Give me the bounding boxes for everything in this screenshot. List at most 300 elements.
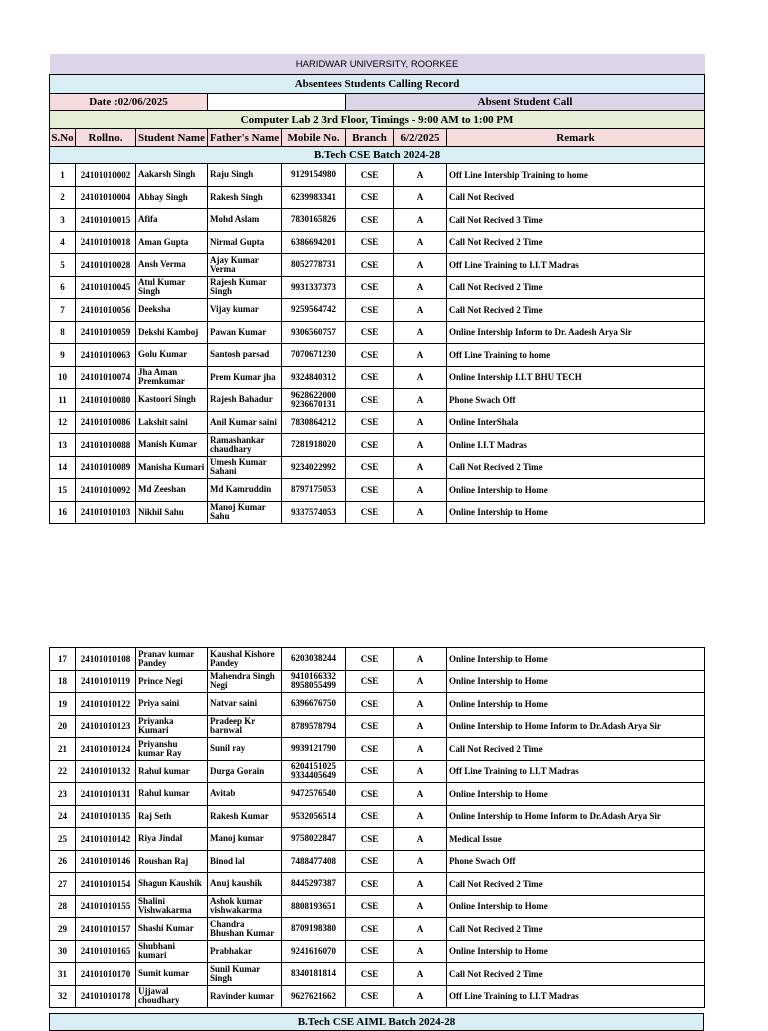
header-remark: Remark [447, 129, 705, 147]
table-row [50, 209, 705, 232]
branch-cell: CSE [346, 805, 394, 828]
mobile-cell: 9758022847 [282, 828, 346, 851]
mobile-cell: 9241616070 [282, 940, 346, 963]
mobile-cell: 9532056514 [282, 805, 346, 828]
mobile-cell: 9129154980 [282, 164, 346, 187]
rollno-cell: 24101010122 [76, 693, 136, 716]
sno-cell: 5 [50, 254, 76, 277]
student-name-cell: Deeksha [136, 299, 208, 322]
status-cell: A [394, 456, 447, 479]
branch-cell: CSE [346, 715, 394, 738]
rollno-cell: 24101010119 [76, 670, 136, 693]
remark-cell: Online Intership to Home [447, 501, 705, 524]
mobile-cell: 9931337373 [282, 276, 346, 299]
rollno-cell: 24101010142 [76, 828, 136, 851]
sno-cell: 22 [50, 760, 76, 783]
table-row [50, 648, 705, 671]
mobile-cell: 8340181814 [282, 963, 346, 986]
remark-cell: Off Line Training to I.I.T Madras [447, 760, 705, 783]
remark-cell: Call Not Recived 2 Time [447, 299, 705, 322]
status-cell: A [394, 738, 447, 761]
student-name-cell: Priya saini [136, 693, 208, 716]
branch-cell: CSE [346, 783, 394, 806]
remark-cell: Off Line Training to I.I.T Madras [447, 985, 705, 1008]
father-name-cell: Anil Kumar saini [208, 411, 282, 434]
sno-cell: 3 [50, 209, 76, 232]
status-cell: A [394, 479, 447, 502]
remark-cell: Call Not Recived 3 Time [447, 209, 705, 232]
rollno-cell: 24101010089 [76, 456, 136, 479]
remark-cell: Online Intership to Home [447, 895, 705, 918]
student-name-cell: Afifa [136, 209, 208, 232]
remark-cell: Call Not Recived 2 Time [447, 738, 705, 761]
mobile-cell: 8789578794 [282, 715, 346, 738]
sno-cell: 10 [50, 366, 76, 389]
branch-cell: CSE [346, 254, 394, 277]
father-name-cell: Ramashankar chaudhary [208, 434, 282, 457]
sno-cell: 26 [50, 850, 76, 873]
table-row [50, 164, 705, 187]
rollno-cell: 24101010108 [76, 648, 136, 671]
mobile-cell: 6239983341 [282, 186, 346, 209]
branch-cell: CSE [346, 186, 394, 209]
table-row [50, 231, 705, 254]
table-row [50, 411, 705, 434]
student-name-cell: Aakarsh Singh [136, 164, 208, 187]
father-name-cell: Rajesh Kumar Singh [208, 276, 282, 299]
rollno-cell: 24101010059 [76, 321, 136, 344]
status-cell: A [394, 648, 447, 671]
father-name-cell: Mohd Aslam [208, 209, 282, 232]
rollno-cell: 24101010088 [76, 434, 136, 457]
student-name-cell: Roushan Raj [136, 850, 208, 873]
student-name-cell: Rahul kumar [136, 760, 208, 783]
branch-cell: CSE [346, 456, 394, 479]
rollno-cell: 24101010018 [76, 231, 136, 254]
sno-cell: 6 [50, 276, 76, 299]
rollno-cell: 24101010131 [76, 783, 136, 806]
student-name-cell: Md Zeeshan [136, 479, 208, 502]
branch-cell: CSE [346, 231, 394, 254]
header-branch: Branch [346, 129, 394, 147]
sno-cell: 15 [50, 479, 76, 502]
status-cell: A [394, 321, 447, 344]
column-headers [50, 129, 705, 147]
branch-cell: CSE [346, 366, 394, 389]
table-row [50, 276, 705, 299]
mobile-cell: 6204151025 9334405649 [282, 760, 346, 783]
father-name-cell: Prem Kumar jha [208, 366, 282, 389]
branch-cell: CSE [346, 389, 394, 412]
student-name-cell: Nikhil Sahu [136, 501, 208, 524]
father-name-cell: Durga Gorain [208, 760, 282, 783]
father-name-cell: Chandra Bhushan Kumar [208, 918, 282, 941]
student-name-cell: Priyanka Kumari [136, 715, 208, 738]
sno-cell: 9 [50, 344, 76, 367]
sno-cell: 30 [50, 940, 76, 963]
branch-cell: CSE [346, 850, 394, 873]
status-cell: A [394, 693, 447, 716]
remark-cell: Online Intership to Home [447, 479, 705, 502]
mobile-cell: 9324840312 [282, 366, 346, 389]
status-cell: A [394, 828, 447, 851]
sno-cell: 1 [50, 164, 76, 187]
table-row [50, 828, 705, 851]
remark-cell: Call Not Recived 2 Time [447, 873, 705, 896]
student-name-cell: Sumit kumar [136, 963, 208, 986]
remark-cell: Online Intership to Home [447, 693, 705, 716]
table-row [50, 985, 705, 1008]
status-cell: A [394, 873, 447, 896]
father-name-cell: Ashok kumar vishwakarma [208, 895, 282, 918]
student-name-cell: Dekshi Kamboj [136, 321, 208, 344]
mobile-cell: 8709198380 [282, 918, 346, 941]
branch-cell: CSE [346, 501, 394, 524]
table-row [50, 434, 705, 457]
remark-cell: Online Intership to Home Inform to Dr.Adash Arya Sir [447, 805, 705, 828]
father-name-cell: Kaushal Kishore Pandey [208, 648, 282, 671]
student-name-cell: Ansh Verma [136, 254, 208, 277]
table-row [50, 321, 705, 344]
sno-cell: 19 [50, 693, 76, 716]
status-cell: A [394, 963, 447, 986]
branch-cell: CSE [346, 434, 394, 457]
table-row [50, 344, 705, 367]
branch-cell: CSE [346, 344, 394, 367]
status-cell: A [394, 209, 447, 232]
student-name-cell: Raj Seth [136, 805, 208, 828]
status-cell: A [394, 918, 447, 941]
table-row [50, 873, 705, 896]
mobile-cell: 8797175053 [282, 479, 346, 502]
student-name-cell: Atul Kumar Singh [136, 276, 208, 299]
mobile-cell: 9259564742 [282, 299, 346, 322]
father-name-cell: Rakesh Kumar [208, 805, 282, 828]
table-row [50, 186, 705, 209]
student-name-cell: Pranav kumar Pandey [136, 648, 208, 671]
mobile-cell: 9472576540 [282, 783, 346, 806]
remark-cell: Call Not Recived [447, 186, 705, 209]
status-cell: A [394, 254, 447, 277]
rollno-cell: 24101010028 [76, 254, 136, 277]
branch-cell: CSE [346, 985, 394, 1008]
student-name-cell: Priyanshu kumar Ray [136, 738, 208, 761]
branch-cell: CSE [346, 940, 394, 963]
branch-cell: CSE [346, 760, 394, 783]
father-name-cell: Sunil ray [208, 738, 282, 761]
mobile-cell: 9234022992 [282, 456, 346, 479]
sno-cell: 18 [50, 670, 76, 693]
student-name-cell: Rahul kumar [136, 783, 208, 806]
table-row [50, 940, 705, 963]
sno-cell: 24 [50, 805, 76, 828]
student-name-cell: Jha Aman Premkumar [136, 366, 208, 389]
header-sno: S.No [50, 129, 76, 147]
branch-cell: CSE [346, 918, 394, 941]
mobile-cell: 6203038244 [282, 648, 346, 671]
lab-info: Computer Lab 2 3rd Floor, Timings - 9:00 AM to 1:00 PM [50, 111, 705, 129]
father-name-cell: Rajesh Bahadur [208, 389, 282, 412]
table-row [50, 693, 705, 716]
sno-cell: 16 [50, 501, 76, 524]
sno-cell: 12 [50, 411, 76, 434]
sno-cell: 2 [50, 186, 76, 209]
student-name-cell: Kastoori Singh [136, 389, 208, 412]
rollno-cell: 24101010103 [76, 501, 136, 524]
mobile-cell: 7281918020 [282, 434, 346, 457]
student-name-cell: Shubhani kumari [136, 940, 208, 963]
remark-cell: Online InterShala [447, 411, 705, 434]
branch-cell: CSE [346, 321, 394, 344]
sno-cell: 8 [50, 321, 76, 344]
remark-cell: Online Intership to Home [447, 670, 705, 693]
status-cell: A [394, 411, 447, 434]
sno-cell: 21 [50, 738, 76, 761]
sno-cell: 23 [50, 783, 76, 806]
mobile-cell: 6396676750 [282, 693, 346, 716]
remark-cell: Medical Issue [447, 828, 705, 851]
sno-cell: 20 [50, 715, 76, 738]
batch-title: B.Tech CSE Batch 2024-28 [50, 147, 705, 164]
mobile-cell: 8808193651 [282, 895, 346, 918]
remark-cell: Off Line Intership Training to home [447, 164, 705, 187]
status-cell: A [394, 895, 447, 918]
rollno-cell: 24101010063 [76, 344, 136, 367]
branch-cell: CSE [346, 738, 394, 761]
rollno-cell: 24101010154 [76, 873, 136, 896]
sno-cell: 32 [50, 985, 76, 1008]
rollno-cell: 24101010155 [76, 895, 136, 918]
father-name-cell: Binod lal [208, 850, 282, 873]
remark-cell: Call Not Recived 2 Time [447, 963, 705, 986]
table-row [50, 254, 705, 277]
branch-cell: CSE [346, 479, 394, 502]
father-name-cell: Nirmal Gupta [208, 231, 282, 254]
rollno-cell: 24101010045 [76, 276, 136, 299]
attendance-table-page-2 [49, 647, 705, 1008]
remark-cell: Call Not Recived 2 Time [447, 276, 705, 299]
date-label: Date :02/06/2025 [50, 94, 208, 111]
mobile-cell: 9627621662 [282, 985, 346, 1008]
sno-cell: 7 [50, 299, 76, 322]
father-name-cell: Mahendra Singh Negi [208, 670, 282, 693]
remark-cell: Online I.I.T Madras [447, 434, 705, 457]
father-name-cell: Prabhakar [208, 940, 282, 963]
sno-cell: 17 [50, 648, 76, 671]
status-cell: A [394, 760, 447, 783]
remark-cell: Call Not Recived 2 Time [447, 456, 705, 479]
status-cell: A [394, 501, 447, 524]
table-row [50, 715, 705, 738]
table-row [50, 895, 705, 918]
next-batch-title: B.Tech CSE AIML Batch 2024-28 [49, 1013, 704, 1031]
table-row [50, 783, 705, 806]
student-name-cell: Prince Negi [136, 670, 208, 693]
branch-cell: CSE [346, 693, 394, 716]
header-father-name: Father's Name [208, 129, 282, 147]
table-row [50, 389, 705, 412]
status-cell: A [394, 186, 447, 209]
sno-cell: 31 [50, 963, 76, 986]
father-name-cell: Pawan Kumar [208, 321, 282, 344]
mobile-cell: 7070671230 [282, 344, 346, 367]
rollno-cell: 24101010165 [76, 940, 136, 963]
father-name-cell: Natvar saini [208, 693, 282, 716]
status-cell: A [394, 715, 447, 738]
header-mobile: Mobile No. [282, 129, 346, 147]
remark-cell: Online Intership I.I.T BHU TECH [447, 366, 705, 389]
student-name-cell: Abhay Singh [136, 186, 208, 209]
sno-cell: 27 [50, 873, 76, 896]
rollno-cell: 24101010004 [76, 186, 136, 209]
sno-cell: 25 [50, 828, 76, 851]
status-cell: A [394, 164, 447, 187]
father-name-cell: Md Kamruddin [208, 479, 282, 502]
record-title: Absentees Students Calling Record [50, 75, 705, 94]
father-name-cell: Anuj kaushik [208, 873, 282, 896]
table-row [50, 850, 705, 873]
sno-cell: 11 [50, 389, 76, 412]
student-name-cell: Manisha Kumari [136, 456, 208, 479]
student-name-cell: Golu Kumar [136, 344, 208, 367]
remark-cell: Phone Swach Off [447, 850, 705, 873]
father-name-cell: Umesh Kumar Sahani [208, 456, 282, 479]
mobile-cell: 9939121790 [282, 738, 346, 761]
branch-cell: CSE [346, 209, 394, 232]
father-name-cell: Ajay Kumar Verma [208, 254, 282, 277]
branch-cell: CSE [346, 411, 394, 434]
father-name-cell: Vijay kumar [208, 299, 282, 322]
student-name-cell: Riya Jindal [136, 828, 208, 851]
rollno-cell: 24101010074 [76, 366, 136, 389]
status-cell: A [394, 276, 447, 299]
rollno-cell: 24101010135 [76, 805, 136, 828]
father-name-cell: Sunil Kumar Singh [208, 963, 282, 986]
student-name-cell: Aman Gupta [136, 231, 208, 254]
university-title: HARIDWAR UNIVERSITY, ROORKEE [50, 54, 705, 75]
status-cell: A [394, 231, 447, 254]
branch-cell: CSE [346, 276, 394, 299]
remark-cell: Online Intership to Home [447, 648, 705, 671]
branch-cell: CSE [346, 648, 394, 671]
table-row [50, 738, 705, 761]
father-name-cell: Santosh parsad [208, 344, 282, 367]
status-cell: A [394, 783, 447, 806]
rollno-cell: 24101010178 [76, 985, 136, 1008]
status-cell: A [394, 985, 447, 1008]
table-row [50, 805, 705, 828]
status-cell: A [394, 366, 447, 389]
branch-cell: CSE [346, 164, 394, 187]
mobile-cell: 8052778731 [282, 254, 346, 277]
status-cell: A [394, 850, 447, 873]
branch-cell: CSE [346, 670, 394, 693]
table-row [50, 456, 705, 479]
absent-call-label: Absent Student Call [346, 94, 705, 111]
table-row [50, 670, 705, 693]
mobile-cell: 7830165826 [282, 209, 346, 232]
branch-cell: CSE [346, 873, 394, 896]
sno-cell: 29 [50, 918, 76, 941]
student-name-cell: Manish Kumar [136, 434, 208, 457]
table-row [50, 760, 705, 783]
sno-cell: 28 [50, 895, 76, 918]
rollno-cell: 24101010092 [76, 479, 136, 502]
father-name-cell: Rakesh Singh [208, 186, 282, 209]
remark-cell: Off Line Training to home [447, 344, 705, 367]
table-row [50, 963, 705, 986]
mobile-cell: 9337574053 [282, 501, 346, 524]
attendance-table-page-1 [49, 54, 705, 524]
father-name-cell: Raju Singh [208, 164, 282, 187]
rollno-cell: 24101010123 [76, 715, 136, 738]
status-cell: A [394, 389, 447, 412]
father-name-cell: Ravinder kumar [208, 985, 282, 1008]
mobile-cell: 9628622000 9236670131 [282, 389, 346, 412]
rollno-cell: 24101010080 [76, 389, 136, 412]
father-name-cell: Pradeep Kr barnwal [208, 715, 282, 738]
father-name-cell: Manoj Kumar Sahu [208, 501, 282, 524]
sno-cell: 14 [50, 456, 76, 479]
mobile-cell: 9306560757 [282, 321, 346, 344]
rollno-cell: 24101010015 [76, 209, 136, 232]
rollno-cell: 24101010056 [76, 299, 136, 322]
branch-cell: CSE [346, 828, 394, 851]
mobile-cell: 7830864212 [282, 411, 346, 434]
table-row [50, 366, 705, 389]
status-cell: A [394, 299, 447, 322]
remark-cell: Phone Swach Off [447, 389, 705, 412]
table-row [50, 299, 705, 322]
table-row [50, 501, 705, 524]
blank-cell [208, 94, 346, 111]
status-cell: A [394, 670, 447, 693]
table-row [50, 918, 705, 941]
remark-cell: Online Intership Inform to Dr. Aadesh Arya Sir [447, 321, 705, 344]
rollno-cell: 24101010124 [76, 738, 136, 761]
student-name-cell: Shalini Vishwakarma [136, 895, 208, 918]
status-cell: A [394, 805, 447, 828]
table-row [50, 479, 705, 502]
rollno-cell: 24101010170 [76, 963, 136, 986]
student-name-cell: Shagun Kaushik [136, 873, 208, 896]
father-name-cell: Avitab [208, 783, 282, 806]
status-cell: A [394, 344, 447, 367]
student-name-cell: Ujjawal choudhary [136, 985, 208, 1008]
remark-cell: Call Not Recived 2 Time [447, 918, 705, 941]
sno-cell: 4 [50, 231, 76, 254]
rollno-cell: 24101010132 [76, 760, 136, 783]
remark-cell: Online Intership to Home [447, 940, 705, 963]
branch-cell: CSE [346, 895, 394, 918]
remark-cell: Call Not Recived 2 Time [447, 231, 705, 254]
branch-cell: CSE [346, 963, 394, 986]
remark-cell: Online Intership to Home Inform to Dr.Adash Arya Sir [447, 715, 705, 738]
student-name-cell: Shashi Kumar [136, 918, 208, 941]
student-name-cell: Lakshit saini [136, 411, 208, 434]
rollno-cell: 24101010146 [76, 850, 136, 873]
remark-cell: Online Intership to Home [447, 783, 705, 806]
header-student-name: Student Name [136, 129, 208, 147]
mobile-cell: 8445297387 [282, 873, 346, 896]
status-cell: A [394, 434, 447, 457]
header-rollno: Rollno. [76, 129, 136, 147]
sno-cell: 13 [50, 434, 76, 457]
mobile-cell: 6386694201 [282, 231, 346, 254]
rollno-cell: 24101010157 [76, 918, 136, 941]
status-cell: A [394, 940, 447, 963]
mobile-cell: 9410166332 8958055499 [282, 670, 346, 693]
